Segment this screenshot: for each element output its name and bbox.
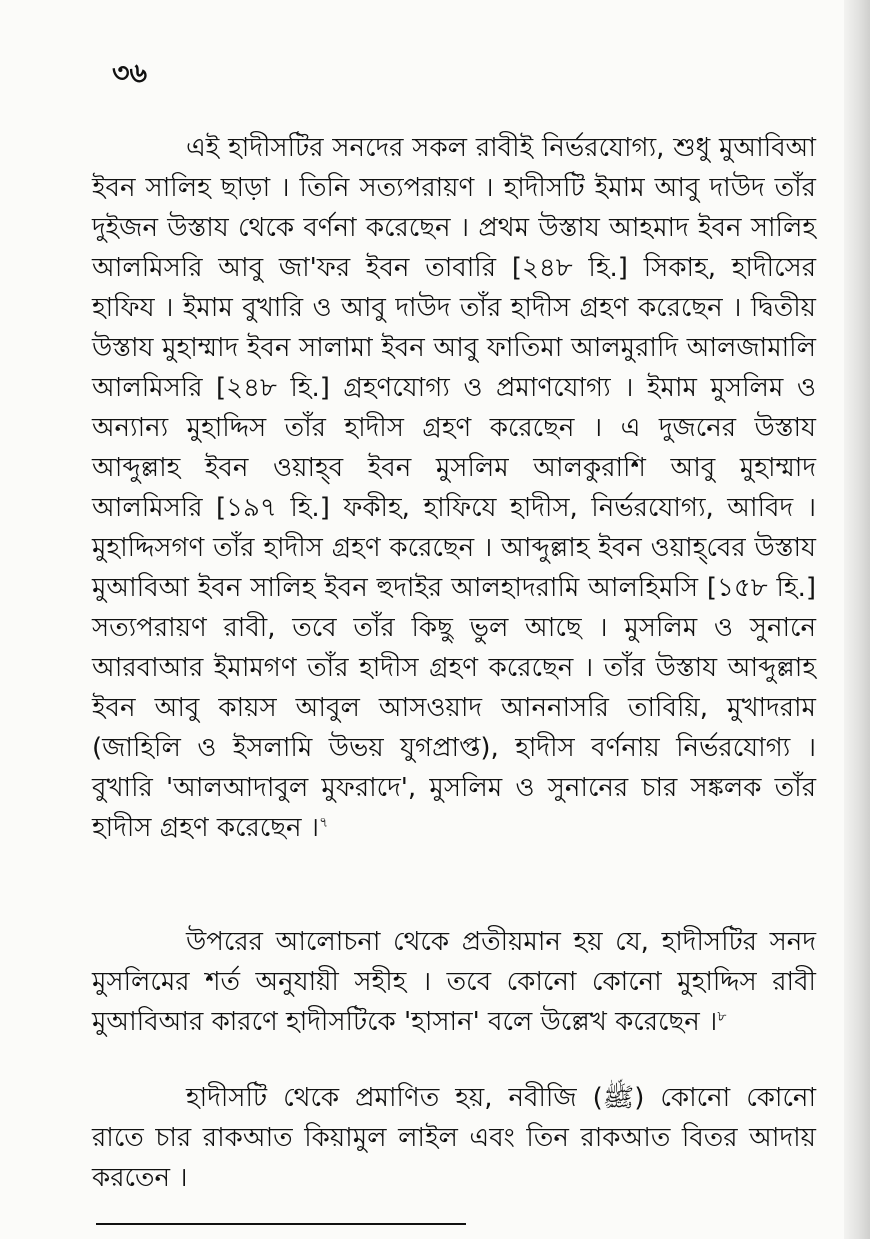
paragraph-2-text: উপরের আলোচনা থেকে প্রতীয়মান হয় যে, হাদীসটির সনদ মুসলিমের শর্ত অনুযায়ী সহীহ । তবে কোনো কোনো মুহাদ্দিস রাবী মুআবিআর কারণে হাদীসটিকে 'হাসান' বলে উল্লেখ করেছেন । [92, 927, 816, 1037]
page-edge-shadow [844, 0, 870, 1239]
footnote-marker-8[interactable]: ৮ [717, 1008, 727, 1025]
page-number: ৩৬ [112, 58, 148, 89]
paragraph-1 [92, 128, 816, 848]
paragraph-1-text: এই হাদীসটির সনদের সকল রাবীই নির্ভরযোগ্য, শুধু মুআবিআ ইবন সালিহ ছাড়া । তিনি সত্যপরায়ণ । হাদীসটি ইমাম আবু দাউদ তাঁর দুইজন উস্তায থেকে বর্ণনা করেছেন । প্রথম উস্তায আহমাদ ইবন সালিহ আলমিসরি আবু জা'ফর ইবন তাবারি [২৪৮ হি.] সিকাহ, হাদীসের হাফিয । ইমাম বুখারি ও আবু দাউদ তাঁর হাদীস গ্রহণ করেছেন । দ্বিতীয় উস্তায মুহাম্মাদ ইবন সালামা ইবন আবু ফাতিমা আলমুরাদি আলজামালি আলমিসরি [২৪৮ হি.] গ্রহণযোগ্য ও প্রমাণযোগ্য । ইমাম মুসলিম ও অন্যান্য মুহাদ্দিস তাঁর হাদীস গ্রহণ করেছেন । এ দুজনের উস্তায আব্দুল্লাহ ইবন ওয়াহ্‌ব ইবন মুসলিম আলকুরাশি আবু মুহাম্মাদ আলমিসরি [১৯৭ হি.] ফকীহ, হাফিযে হাদীস, নির্ভরযোগ্য, আবিদ । মুহাদ্দিসগণ তাঁর হাদীস গ্রহণ করেছেন । আব্দুল্লাহ ইবন ওয়াহ্‌বের উস্তায মুআবিআ ইবন সালিহ ইবন হুদাইর আলহাদরামি আলহিমসি [১৫৮ হি.] সত্যপরায়ণ রাবী, তবে তাঁর কিছু ভুল আছে । মুসলিম ও সুনানে আরবাআর ইমামগণ তাঁর হাদীস গ্রহণ করেছেন । তাঁর উস্তায আব্দুল্লাহ ইবন আবু কায়স আবুল আসওয়াদ আননাসরি তাবিয়ি, মুখাদরাম (জাহিলি ও ইসলামি উভয় যুগপ্রাপ্ত), হাদীস বর্ণনায় নির্ভরযোগ্য । বুখারি 'আলআদাবুল মুফরাদে', মুসলিম ও সুনানের চার সঙ্কলক তাঁর হাদীস গ্রহণ করেছেন । [92, 133, 817, 843]
footnote-separator-rule [96, 1223, 466, 1225]
paragraph-2 [92, 922, 816, 1042]
paragraph-3 [92, 1078, 816, 1198]
paragraph-3-text: হাদীসটি থেকে প্রমাণিত হয়, নবীজি (ﷺ) কোনো কোনো রাতে চার রাকআত কিয়ামুল লাইল এবং তিন রাকআত বিতর আদায় করতেন । [92, 1083, 816, 1193]
footnote-marker-7[interactable]: ৭ [319, 814, 329, 831]
